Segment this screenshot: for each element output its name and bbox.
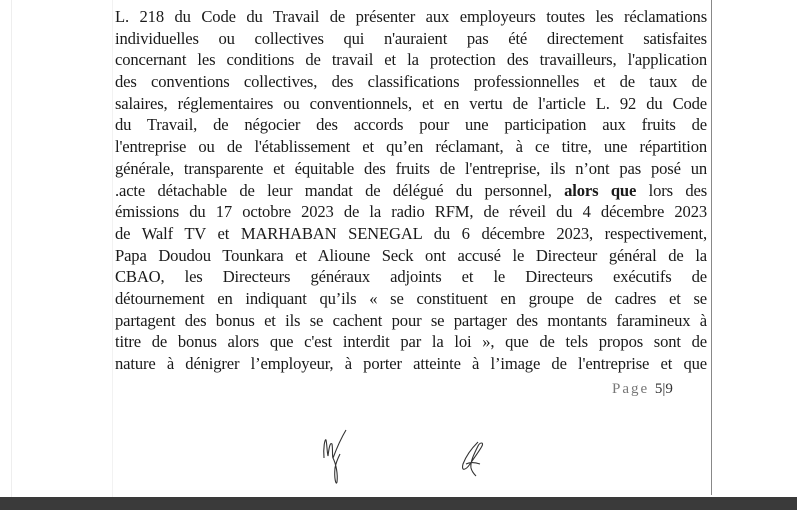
text-line — [115, 180, 707, 202]
body-text — [115, 6, 707, 375]
text-line: individuelles ou collectives qui n'auraient pas été directement satisfaites — [115, 28, 707, 48]
text-segment: lors des — [648, 180, 707, 200]
text-line: l'entreprise ou de l'établissement et qu’en réclamant, à ce titre, une répartition — [115, 137, 707, 157]
page-number — [612, 381, 673, 398]
text-line: de Walf TV et MARHABAN SENEGAL du 6 décembre 2023, respectivement, — [115, 223, 707, 243]
page-border-line — [711, 0, 712, 495]
text-line: nature à dénigrer l’employeur, à porter atteinte à l’image de l'entreprise et que — [115, 354, 707, 373]
page-number-value: 5|9 — [654, 381, 673, 397]
signature-initials-1 — [320, 428, 350, 486]
text-line: des conventions collectives, des classifications professionnelles et de taux de — [115, 72, 707, 92]
text-line: générale, transparente et équitable des fruits de l'entreprise, ils n’ont pas posé un — [115, 158, 707, 178]
text-line: Papa Doudou Tounkara et Alioune Seck ont accusé le Directeur général de la — [115, 245, 707, 265]
bold-phrase: alors que — [564, 180, 637, 200]
scan-edge-line — [11, 0, 12, 497]
viewer-bottom-bar — [0, 497, 797, 510]
text-line: CBAO, les Directeurs généraux adjoints et le Directeurs exécutifs de — [115, 267, 707, 287]
text-line: émissions du 17 octobre 2023 de la radio RFM, de réveil du 4 décembre 2023 — [115, 202, 707, 222]
text-line: L. 218 du Code du Travail de présenter aux employeurs toutes les réclamations — [115, 7, 707, 26]
text-line: partagent des bonus et ils se cachent pour se partager des montants faramineux à — [115, 310, 707, 330]
margin-line — [112, 0, 113, 497]
text-line: du Travail, de négocier des accords pour une participation aux fruits de — [115, 115, 707, 135]
text-line: concernant les conditions de travail et la protection des travailleurs, l'application — [115, 50, 707, 70]
page-label: Page — [612, 381, 650, 397]
text-line: titre de bonus alors que c'est interdit par la loi », que de tels propos sont de — [115, 332, 707, 352]
signature-initials-2 — [460, 440, 486, 480]
text-line: salaires, réglementaires ou conventionnels, et en vertu de l'article L. 92 du Code — [115, 93, 707, 113]
text-segment: .acte détachable de leur mandat de délégué du personnel, — [115, 180, 552, 200]
text-line: détournement en indiquant qu’ils « se constituent en groupe de cadres et se — [115, 288, 707, 308]
